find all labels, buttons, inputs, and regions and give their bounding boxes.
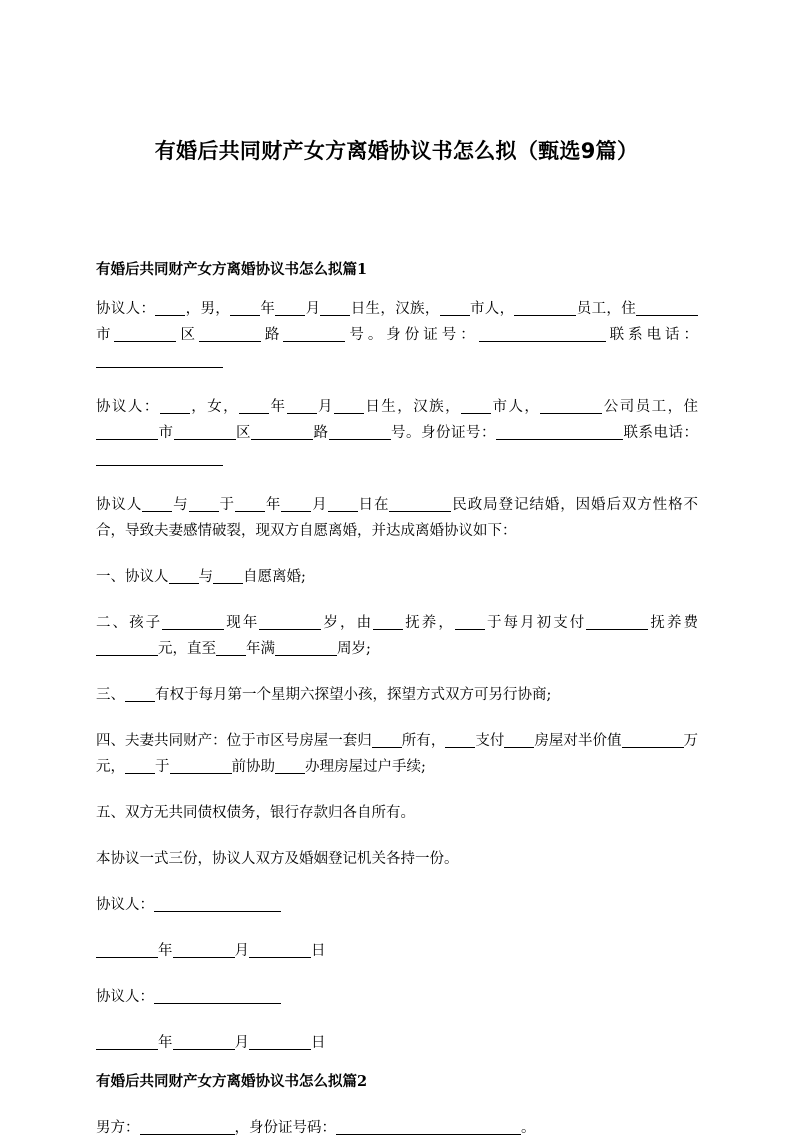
id-number-field[interactable] <box>336 1117 521 1135</box>
day-field[interactable] <box>249 940 311 958</box>
blank-field[interactable] <box>283 324 345 342</box>
party-2-paragraph: 协议人： ，女， 年 月 日生，汉族， 市人， 公司员工，住市 区 路 号。身份证号： 联系电话： <box>96 394 698 472</box>
blank-field[interactable] <box>96 638 158 656</box>
blank-field[interactable] <box>504 730 534 748</box>
blank-field[interactable] <box>189 494 219 512</box>
date-line-2: 年 月 日 <box>96 1030 698 1056</box>
document-title: 有婚后共同财产女方离婚协议书怎么拟（甄选9篇） <box>154 139 639 163</box>
blank-field[interactable] <box>125 684 155 702</box>
blank-field[interactable] <box>160 396 190 414</box>
clause-3: 三、 有权于每月第一个星期六探望小孩，探望方式双方可另行协商; <box>96 682 698 708</box>
copies-statement: 本协议一式三份，协议人双方及婚姻登记机关各持一份。 <box>96 851 459 867</box>
blank-field[interactable] <box>455 612 485 630</box>
phone-field[interactable] <box>96 350 223 368</box>
blank-field[interactable] <box>540 396 602 414</box>
blank-field[interactable] <box>281 494 311 512</box>
blank-field[interactable] <box>373 612 403 630</box>
signature-field[interactable] <box>154 894 281 912</box>
phone-field[interactable] <box>96 448 223 466</box>
blank-field[interactable] <box>142 494 172 512</box>
clause-1: 一、协议人 与 自愿离婚; <box>96 564 698 590</box>
month-field[interactable] <box>173 1032 235 1050</box>
blank-field[interactable] <box>169 566 199 584</box>
blank-field[interactable] <box>235 494 265 512</box>
year-field[interactable] <box>96 1032 158 1050</box>
blank-field[interactable] <box>328 494 358 512</box>
clause-2: 二、孩子 现年 岁，由 抚养， 于每月初支付 抚养费元，直至 年满 周岁; <box>96 610 698 662</box>
blank-field[interactable] <box>440 298 470 316</box>
month-field[interactable] <box>173 940 235 958</box>
blank-field[interactable] <box>320 298 350 316</box>
section-1-heading: 有婚后共同财产女方离婚协议书怎么拟篇1 <box>96 261 368 278</box>
blank-field[interactable] <box>586 612 648 630</box>
blank-field[interactable] <box>230 298 260 316</box>
year-field[interactable] <box>96 940 158 958</box>
blank-field[interactable] <box>251 422 313 440</box>
blank-field[interactable] <box>514 298 576 316</box>
blank-field[interactable] <box>287 396 317 414</box>
blank-field[interactable] <box>636 298 698 316</box>
day-field[interactable] <box>249 1032 311 1050</box>
id-number-field[interactable] <box>496 422 623 440</box>
blank-field[interactable] <box>329 422 391 440</box>
blank-field[interactable] <box>445 730 475 748</box>
document-body <box>96 257 698 1141</box>
blank-field[interactable] <box>461 396 491 414</box>
section-2-heading: 有婚后共同财产女方离婚协议书怎么拟篇2 <box>96 1073 368 1090</box>
name-field[interactable] <box>140 1117 235 1135</box>
clause-4: 四、夫妻共同财产：位于市区号房屋一套归 所有， 支付 房屋对半价值 万元， 于 前协助 办理房屋过户手续; <box>96 728 698 780</box>
signature-line-1: 协议人： <box>96 892 698 918</box>
blank-field[interactable] <box>199 324 261 342</box>
blank-field[interactable] <box>162 612 224 630</box>
date-line-1: 年 月 日 <box>96 938 698 964</box>
blank-field[interactable] <box>174 422 236 440</box>
male-party-line: 男方： ，身份证号码： 。 <box>96 1115 698 1141</box>
blank-field[interactable] <box>334 396 364 414</box>
blank-field[interactable] <box>275 756 305 774</box>
marriage-paragraph: 协议人 与 于 年 月 日在 民政局登记结婚，因婚后双方性格不合，导致夫妻感情破裂，现双方自愿离婚，并达成离婚协议如下： <box>96 492 698 544</box>
blank-field[interactable] <box>170 756 232 774</box>
signature-field[interactable] <box>154 986 281 1004</box>
party-1-paragraph: 协议人： ，男， 年 月 日生，汉族， 市人， 员工，住市 区 路 号。身份证号： 联系电话： <box>96 296 698 374</box>
blank-field[interactable] <box>155 298 185 316</box>
blank-field[interactable] <box>389 494 451 512</box>
blank-field[interactable] <box>622 730 684 748</box>
blank-field[interactable] <box>213 566 243 584</box>
id-number-field[interactable] <box>479 324 606 342</box>
blank-field[interactable] <box>275 298 305 316</box>
clause-5: 五、双方无共同债权债务，银行存款归各自所有。 <box>96 805 415 821</box>
signature-line-2: 协议人： <box>96 984 698 1010</box>
blank-field[interactable] <box>275 638 337 656</box>
blank-field[interactable] <box>96 422 158 440</box>
blank-field[interactable] <box>239 396 269 414</box>
blank-field[interactable] <box>372 730 402 748</box>
blank-field[interactable] <box>114 324 176 342</box>
blank-field[interactable] <box>216 638 246 656</box>
blank-field[interactable] <box>259 612 321 630</box>
blank-field[interactable] <box>125 756 155 774</box>
